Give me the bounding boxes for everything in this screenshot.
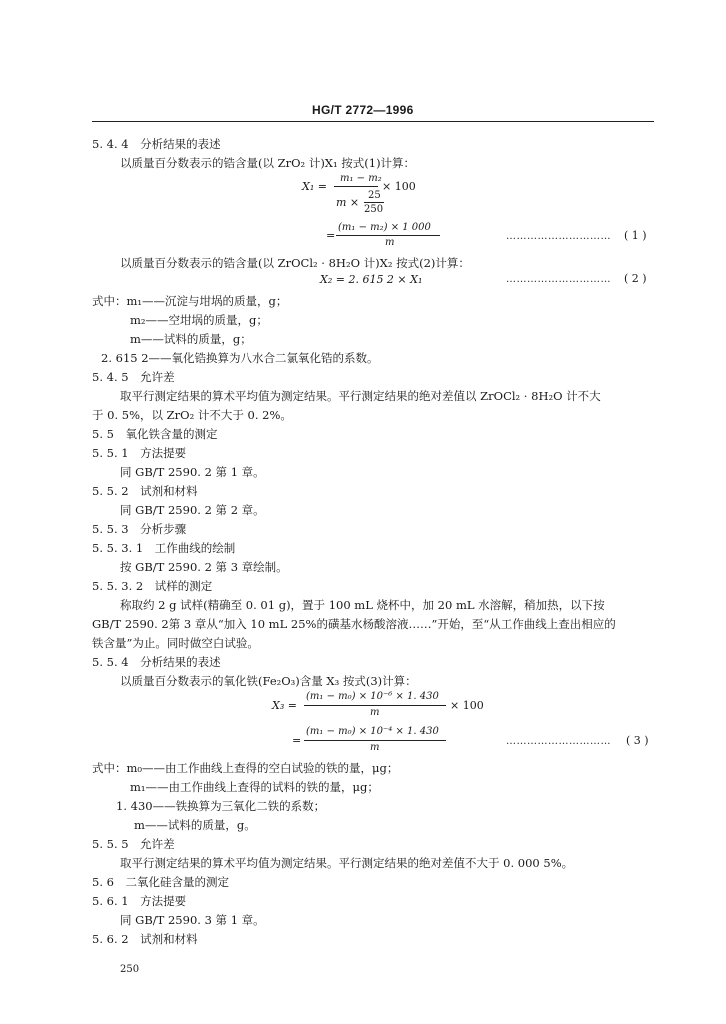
formula3-times-100: × 100	[450, 699, 484, 712]
equation-number-1: ( 1 )	[624, 229, 647, 242]
equation-number-2: ( 2 )	[624, 272, 647, 285]
formula3-denominator2: m	[370, 742, 380, 753]
where-m0: 式中：m₀——由工作曲线上查得的空白试验的铁的量，μg；	[92, 761, 399, 775]
section-5-6-2-heading: 5. 6. 2 试剂和材料	[92, 932, 198, 946]
equation-number-3: ( 3 )	[626, 734, 649, 747]
procedure-line1: 称取约 2 g 试样(精确至 0. 01 g)，置于 100 mL 烧杯中，加 20 mL 水溶解，稍加热，以下按	[120, 598, 605, 612]
formula2: X₂ = 2. 615 2 × X₁	[320, 273, 423, 286]
formula1-fraction-bar2	[336, 235, 440, 236]
section-5-5-1-text: 同 GB/T 2590. 2 第 1 章。	[120, 465, 265, 479]
section-5-5-3-heading: 5. 5. 3 分析步骤	[92, 522, 187, 536]
header-rule	[92, 121, 654, 122]
section-5-5-3-2-heading: 5. 5. 3. 2 试样的测定	[92, 579, 213, 593]
formula1-times-100: × 100	[382, 180, 416, 193]
section-5-5-3-1-text: 按 GB/T 2590. 2 第 3 章绘制。	[120, 560, 288, 574]
where-m-fe: m——试料的质量，g。	[134, 818, 256, 832]
section-5-5-2-heading: 5. 5. 2 试剂和材料	[92, 484, 198, 498]
formula3-eq2: =	[292, 734, 302, 747]
formula1-lhs: X₁ =	[302, 180, 327, 193]
section-5-6-1-heading: 5. 6. 1 方法提要	[92, 894, 187, 908]
formula2-intro: 以质量百分数表示的锆含量(以 ZrOCl₂ · 8H₂O 计)X₂ 按式(2)计算：	[120, 256, 470, 270]
formula3-leader-dots: …………………………	[506, 736, 611, 747]
formula3-fraction-bar	[304, 705, 446, 706]
formula1-fraction-bar	[334, 186, 378, 187]
section-5-5-4-heading: 5. 5. 4 分析结果的表述	[92, 655, 221, 669]
where-factor: 2. 615 2——氧化锆换算为八水合二氯氧化锆的系数。	[101, 351, 379, 365]
document-header: HG/T 2772—1996	[312, 103, 414, 117]
formula3-fraction-bar2	[304, 740, 446, 741]
formula1-den-prefix: m ×	[336, 196, 360, 209]
where-factor-fe: 1. 430——铁换算为三氧化二铁的系数；	[116, 799, 326, 813]
formula1-inner-num: 25	[368, 190, 381, 201]
formula1-inner-den: 250	[364, 204, 384, 215]
formula3-intro: 以质量百分数表示的氧化铁(Fe₂O₃)含量 X₃ 按式(3)计算：	[120, 674, 417, 688]
section-5-5-3-1-heading: 5. 5. 3. 1 工作曲线的绘制	[92, 541, 236, 555]
section-5-6-1-text: 同 GB/T 2590. 3 第 1 章。	[120, 913, 265, 927]
section-5-5-5-text: 取平行测定结果的算术平均值为测定结果。平行测定结果的绝对差值不大于 0. 000 5%。	[120, 856, 574, 870]
formula1-numerator: m₁ − m₂	[340, 173, 382, 184]
formula3-numerator2: (m₁ − m₀) × 10⁻⁴ × 1. 430	[306, 726, 439, 737]
where-m: m——试料的质量，g；	[130, 332, 252, 346]
procedure-line2: GB/T 2590. 2第 3 章从“加入 10 mL 25%的磺基水杨酸溶液……”开始，至“从工作曲线上查出相应的	[92, 617, 616, 631]
formula3-numerator: (m₁ − m₀) × 10⁻⁶ × 1. 430	[306, 691, 439, 702]
formula1-eq2: =	[326, 229, 336, 242]
tolerance-text-line2: 于 0. 5%，以 ZrO₂ 计不大于 0. 2%。	[92, 408, 292, 422]
formula1-denominator2: m	[385, 237, 395, 248]
section-5-4-5-heading: 5. 4. 5 允许差	[92, 370, 175, 384]
section-5-4-4-heading: 5. 4. 4 分析结果的表述	[92, 137, 221, 151]
formula1-intro: 以质量百分数表示的锆含量(以 ZrO₂ 计)X₁ 按式(1)计算：	[120, 156, 416, 170]
where-m2: m₂——空坩埚的质量，g；	[130, 313, 268, 327]
tolerance-text-line1: 取平行测定结果的算术平均值为测定结果。平行测定结果的绝对差值以 ZrOCl₂ · 8H₂O 计不大	[120, 389, 601, 403]
formula3-denominator: m	[370, 707, 380, 718]
section-5-5-5-heading: 5. 5. 5 允许差	[92, 837, 175, 851]
formula1-leader-dots: …………………………	[506, 231, 611, 242]
section-5-5-1-heading: 5. 5. 1 方法提要	[92, 446, 187, 460]
section-5-6-heading: 5. 6 二氧化硅含量的测定	[92, 875, 229, 889]
page-number: 250	[120, 964, 140, 975]
formula3-lhs: X₃ =	[272, 699, 297, 712]
formula1-inner-bar	[364, 202, 384, 203]
where-m1: 式中：m₁——沉淀与坩埚的质量，g；	[92, 294, 288, 308]
formula1-numerator2: (m₁ − m₂) × 1 000	[338, 222, 431, 233]
procedure-line3: 铁含量”为止。同时做空白试验。	[92, 636, 259, 650]
section-5-5-2-text: 同 GB/T 2590. 2 第 2 章。	[120, 503, 265, 517]
section-5-5-heading: 5. 5 氧化铁含量的测定	[92, 427, 218, 441]
where-m1-fe: m₁——由工作曲线上查得的试料的铁的量，μg；	[130, 780, 379, 794]
formula2-leader-dots: …………………………	[506, 274, 611, 285]
